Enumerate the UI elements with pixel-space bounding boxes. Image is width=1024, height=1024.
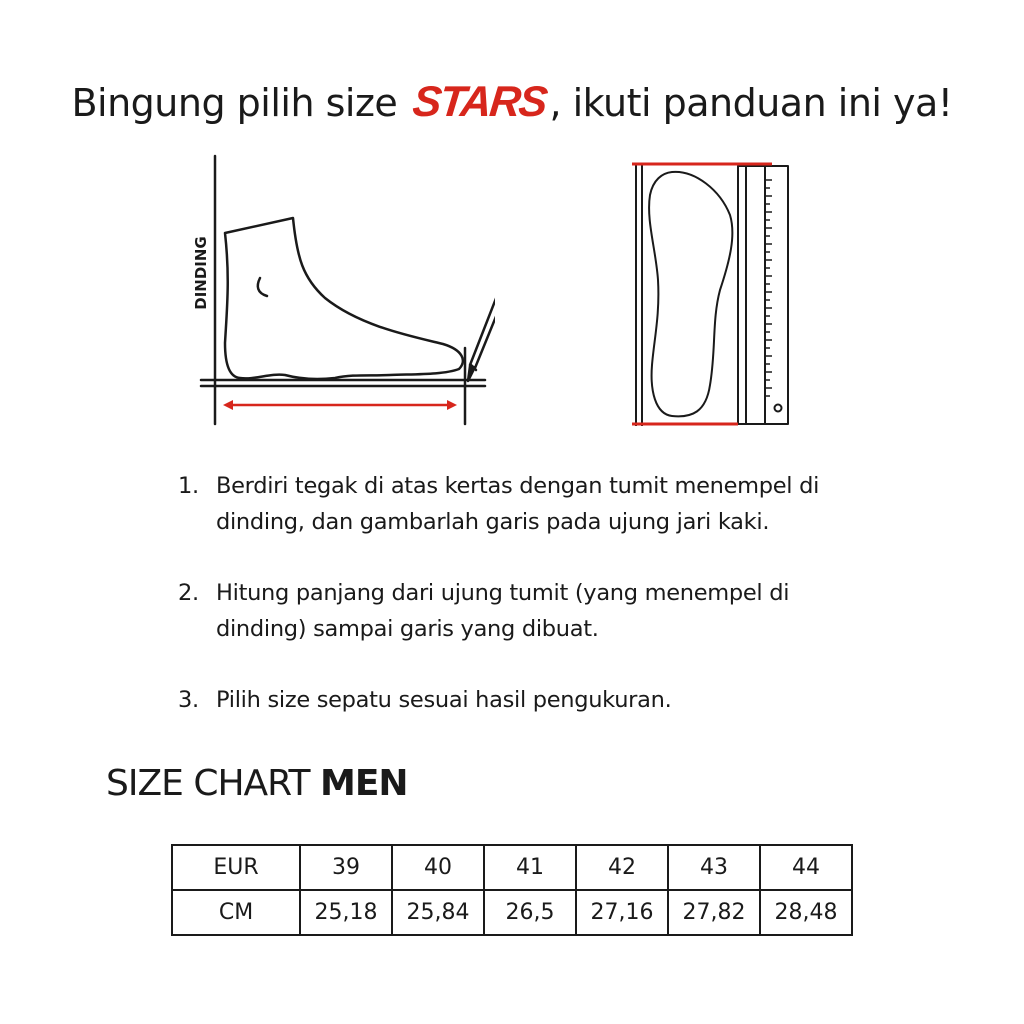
measurement-arrow: [223, 400, 457, 410]
step-text: Berdiri tegak di atas kertas dengan tumit menempel di dinding, dan gambarlah garis pada ujung jari kaki.: [216, 473, 820, 535]
size-cell: 44: [760, 845, 852, 890]
row-label: EUR: [172, 845, 300, 890]
size-cell: 28,48: [760, 890, 852, 935]
step-text: Pilih size sepatu sesuai hasil pengukuran.: [216, 687, 672, 713]
size-cell: 26,5: [484, 890, 576, 935]
size-chart-title-regular: SIZE CHART: [106, 763, 310, 804]
wall-label: DINDING: [192, 236, 210, 310]
brand-logo: STARS: [410, 78, 548, 126]
size-cell: 40: [392, 845, 484, 890]
instruction-step-1: [178, 468, 878, 540]
size-cell: 27,16: [576, 890, 668, 935]
step-number: 2.: [178, 580, 199, 606]
headline: [0, 78, 1024, 127]
size-cell: 27,82: [668, 890, 760, 935]
ankle-bone: [258, 278, 267, 296]
headline-text-after: , ikuti panduan ini ya!: [549, 81, 953, 125]
size-cell: 39: [300, 845, 392, 890]
step-text: Hitung panjang dari ujung tumit (yang menempel di dinding) sampai garis yang dibuat.: [216, 580, 790, 642]
foot-side-view-diagram: [185, 148, 495, 433]
size-chart-table: [171, 844, 853, 936]
ruler-ticks: [765, 180, 772, 396]
size-cell: 42: [576, 845, 668, 890]
foot-top-view-diagram: [620, 150, 800, 435]
row-label: CM: [172, 890, 300, 935]
size-row-cm: [172, 890, 852, 935]
foot-top-outline: [649, 172, 732, 416]
instruction-step-3: [178, 682, 878, 718]
size-chart-title-gender: MEN: [320, 763, 408, 804]
instruction-step-2: [178, 575, 878, 647]
size-cell: 41: [484, 845, 576, 890]
size-row-eur: [172, 845, 852, 890]
pencil-icon: [468, 206, 495, 381]
size-cell: 25,18: [300, 890, 392, 935]
foot-outline: [225, 218, 463, 379]
size-chart-title: [106, 760, 408, 808]
step-number: 1.: [178, 473, 199, 499]
instruction-list: [178, 468, 878, 718]
step-number: 3.: [178, 687, 199, 713]
size-cell: 43: [668, 845, 760, 890]
size-cell: 25,84: [392, 890, 484, 935]
headline-text-before: Bingung pilih size: [71, 81, 398, 125]
